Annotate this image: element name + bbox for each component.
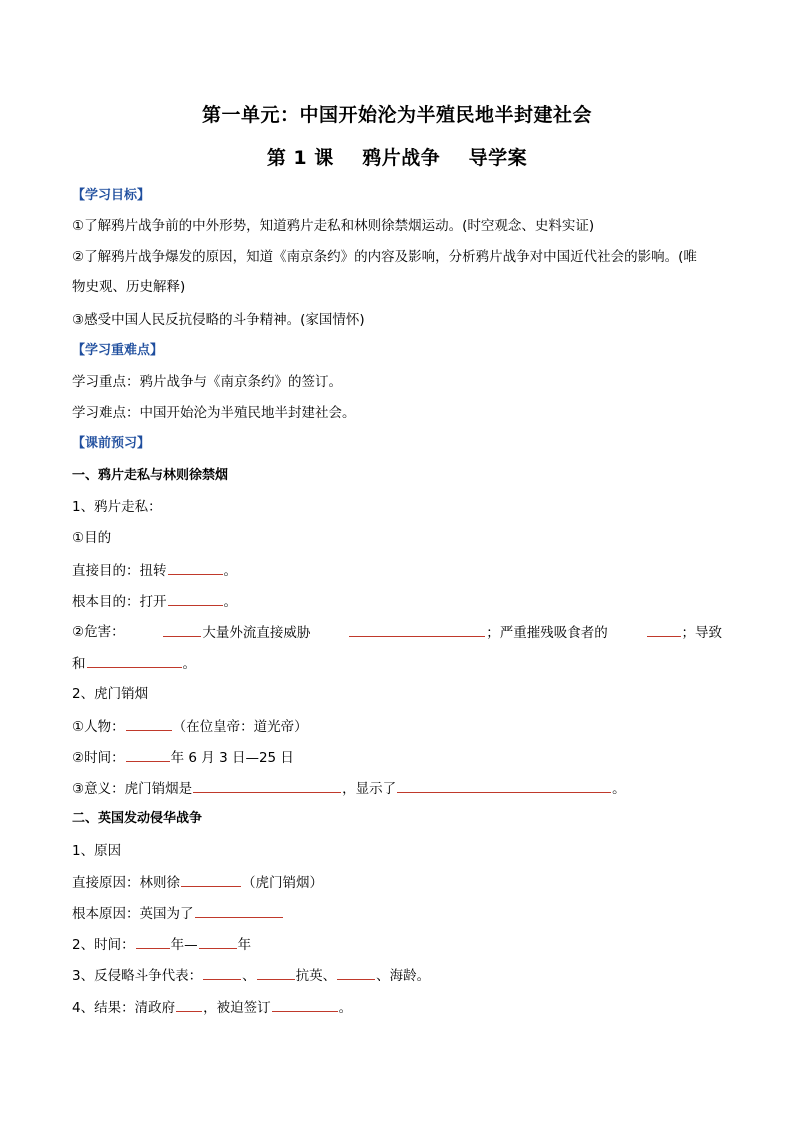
representatives-line: 3、反侵略斗争代表： 、 抗英、 、海龄。 [72,965,430,986]
blank-field[interactable] [163,622,201,637]
root-cause-line: 根本原因：英国为了 [72,903,284,924]
blank-field[interactable] [272,997,338,1012]
key-point-1: 学习重点：鸦片战争与《南京条约》的签订。 [72,374,342,390]
section-2-heading: 二、英国发动侵华战争 [72,811,203,826]
preview-heading: 【课前预习】 [72,436,151,451]
section-1-heading: 一、鸦片走私与林则徐禁烟 [72,468,229,483]
blank-field[interactable] [203,965,241,980]
blank-field[interactable] [126,747,170,762]
key-points-heading: 【学习重难点】 [72,343,164,358]
blank-field[interactable] [87,653,182,668]
direct-purpose-line: 直接目的：扭转 。 [72,560,237,581]
goal-2-cont: 物史观、历史解释) [72,279,186,295]
item-humen-destruction: 2、虎门销烟 [72,686,149,702]
goal-1: ①了解鸦片战争前的中外形势，知道鸦片走私和林则徐禁烟运动。(时空观念、史料实证) [72,218,595,234]
harm-line-cont: 和 。 [72,653,196,674]
blank-field[interactable] [195,903,283,918]
time-line: ②时间： 年 6 月 3 日—25 日 [72,747,294,768]
blank-field[interactable] [199,934,237,949]
unit-title: 第一单元：中国开始沦为半殖民地半封建社会 [201,104,592,126]
item-purpose: ①目的 [72,530,112,546]
blank-field[interactable] [168,560,223,575]
blank-field[interactable] [136,934,170,949]
blank-field[interactable] [193,778,341,793]
blank-field[interactable] [181,872,241,887]
blank-field[interactable] [337,965,375,980]
blank-field[interactable] [168,591,223,606]
blank-field[interactable] [257,965,295,980]
blank-field[interactable] [349,622,485,637]
significance-line: ③意义：虎门销烟是 ，显示了 。 [72,778,626,799]
blank-field[interactable] [176,997,202,1012]
result-line: 4、结果：清政府 ，被迫签订 。 [72,997,352,1018]
item-opium-smuggling: 1、鸦片走私： [72,499,162,515]
blank-field[interactable] [647,622,681,637]
blank-field[interactable] [126,716,172,731]
key-point-2: 学习难点：中国开始沦为半殖民地半封建社会。 [72,405,356,421]
goal-3: ③感受中国人民反抗侵略的斗争精神。(家国情怀) [72,312,365,328]
direct-cause-line: 直接原因：林则徐 （虎门销烟） [72,872,323,893]
harm-line: ②危害： 大量外流直接威胁 ；严重摧残吸食者的 ；导致 [72,624,722,641]
item-causes: 1、原因 [72,843,122,859]
lesson-title: 第 1 课 鸦片战争 导学案 [266,147,528,169]
root-purpose-line: 根本目的：打开 。 [72,591,237,612]
person-line: ①人物： （在位皇帝：道光帝） [72,716,308,737]
goal-2: ②了解鸦片战争爆发的原因，知道《南京条约》的内容及影响，分析鸦片战争对中国近代社会的影响。(唯 [72,249,697,265]
goals-heading: 【学习目标】 [72,188,151,203]
blank-field[interactable] [397,778,611,793]
war-time-line: 2、时间： 年— 年 [72,934,251,955]
